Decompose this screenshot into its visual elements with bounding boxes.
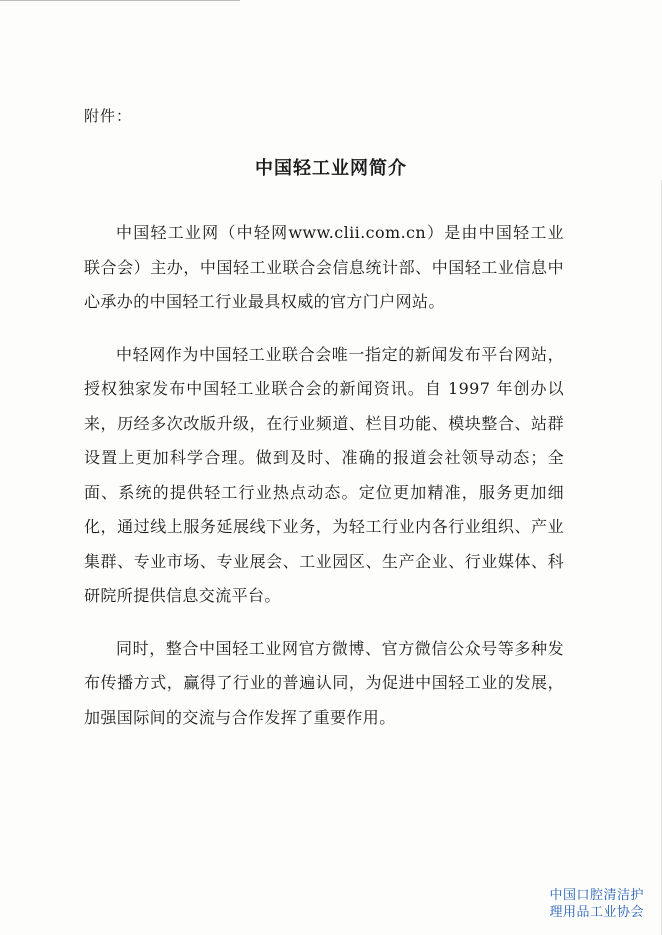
document-title: 中国轻工业网简介 (255, 158, 407, 179)
watermark-line-1: 中国口腔清洁护 (549, 888, 644, 903)
document-body (84, 216, 564, 753)
paragraph-channels: 同时，整合中国轻工业网官方微博、官方微信公众号等多种发布传播方式，赢得了行业的普遍认同，为促进中国轻工业的发展，加强国际间的交流与合作发挥了重要作用。 (84, 638, 564, 727)
paragraph-role: 中轻网作为中国轻工业联合会唯一指定的新闻发布平台网站，授权独家发布中国轻工业联合会的新闻资讯。自 1997 年创办以来，历经多次改版升级，在行业频道、栏目功能、模块整合、站群设置上更加科学合理。做到及时、准确的报道会社领导动态；全面、系统的提供轻工行业热点动态。定位更加精准，服务更加细化，通过线上服务延展线下业务，为轻工行业内各行业组织、产业集群、专业市场、专业展会、工业园区、生产企业、行业媒体、科研院所提供信息交流平台。 (84, 344, 564, 605)
scan-artifact-line (0, 0, 240, 1)
watermark-line-2: 理用品工业协会 (549, 905, 644, 920)
paragraph-intro: 中国轻工业网（中轻网www.clii.com.cn）是由中国轻工业联合会）主办，中国轻工业联合会信息统计部、中国轻工业信息中心承办的中国轻工行业最具权威的官方门户网站。 (84, 223, 564, 311)
attachment-label: 附件： (84, 107, 133, 125)
association-watermark (549, 887, 644, 921)
